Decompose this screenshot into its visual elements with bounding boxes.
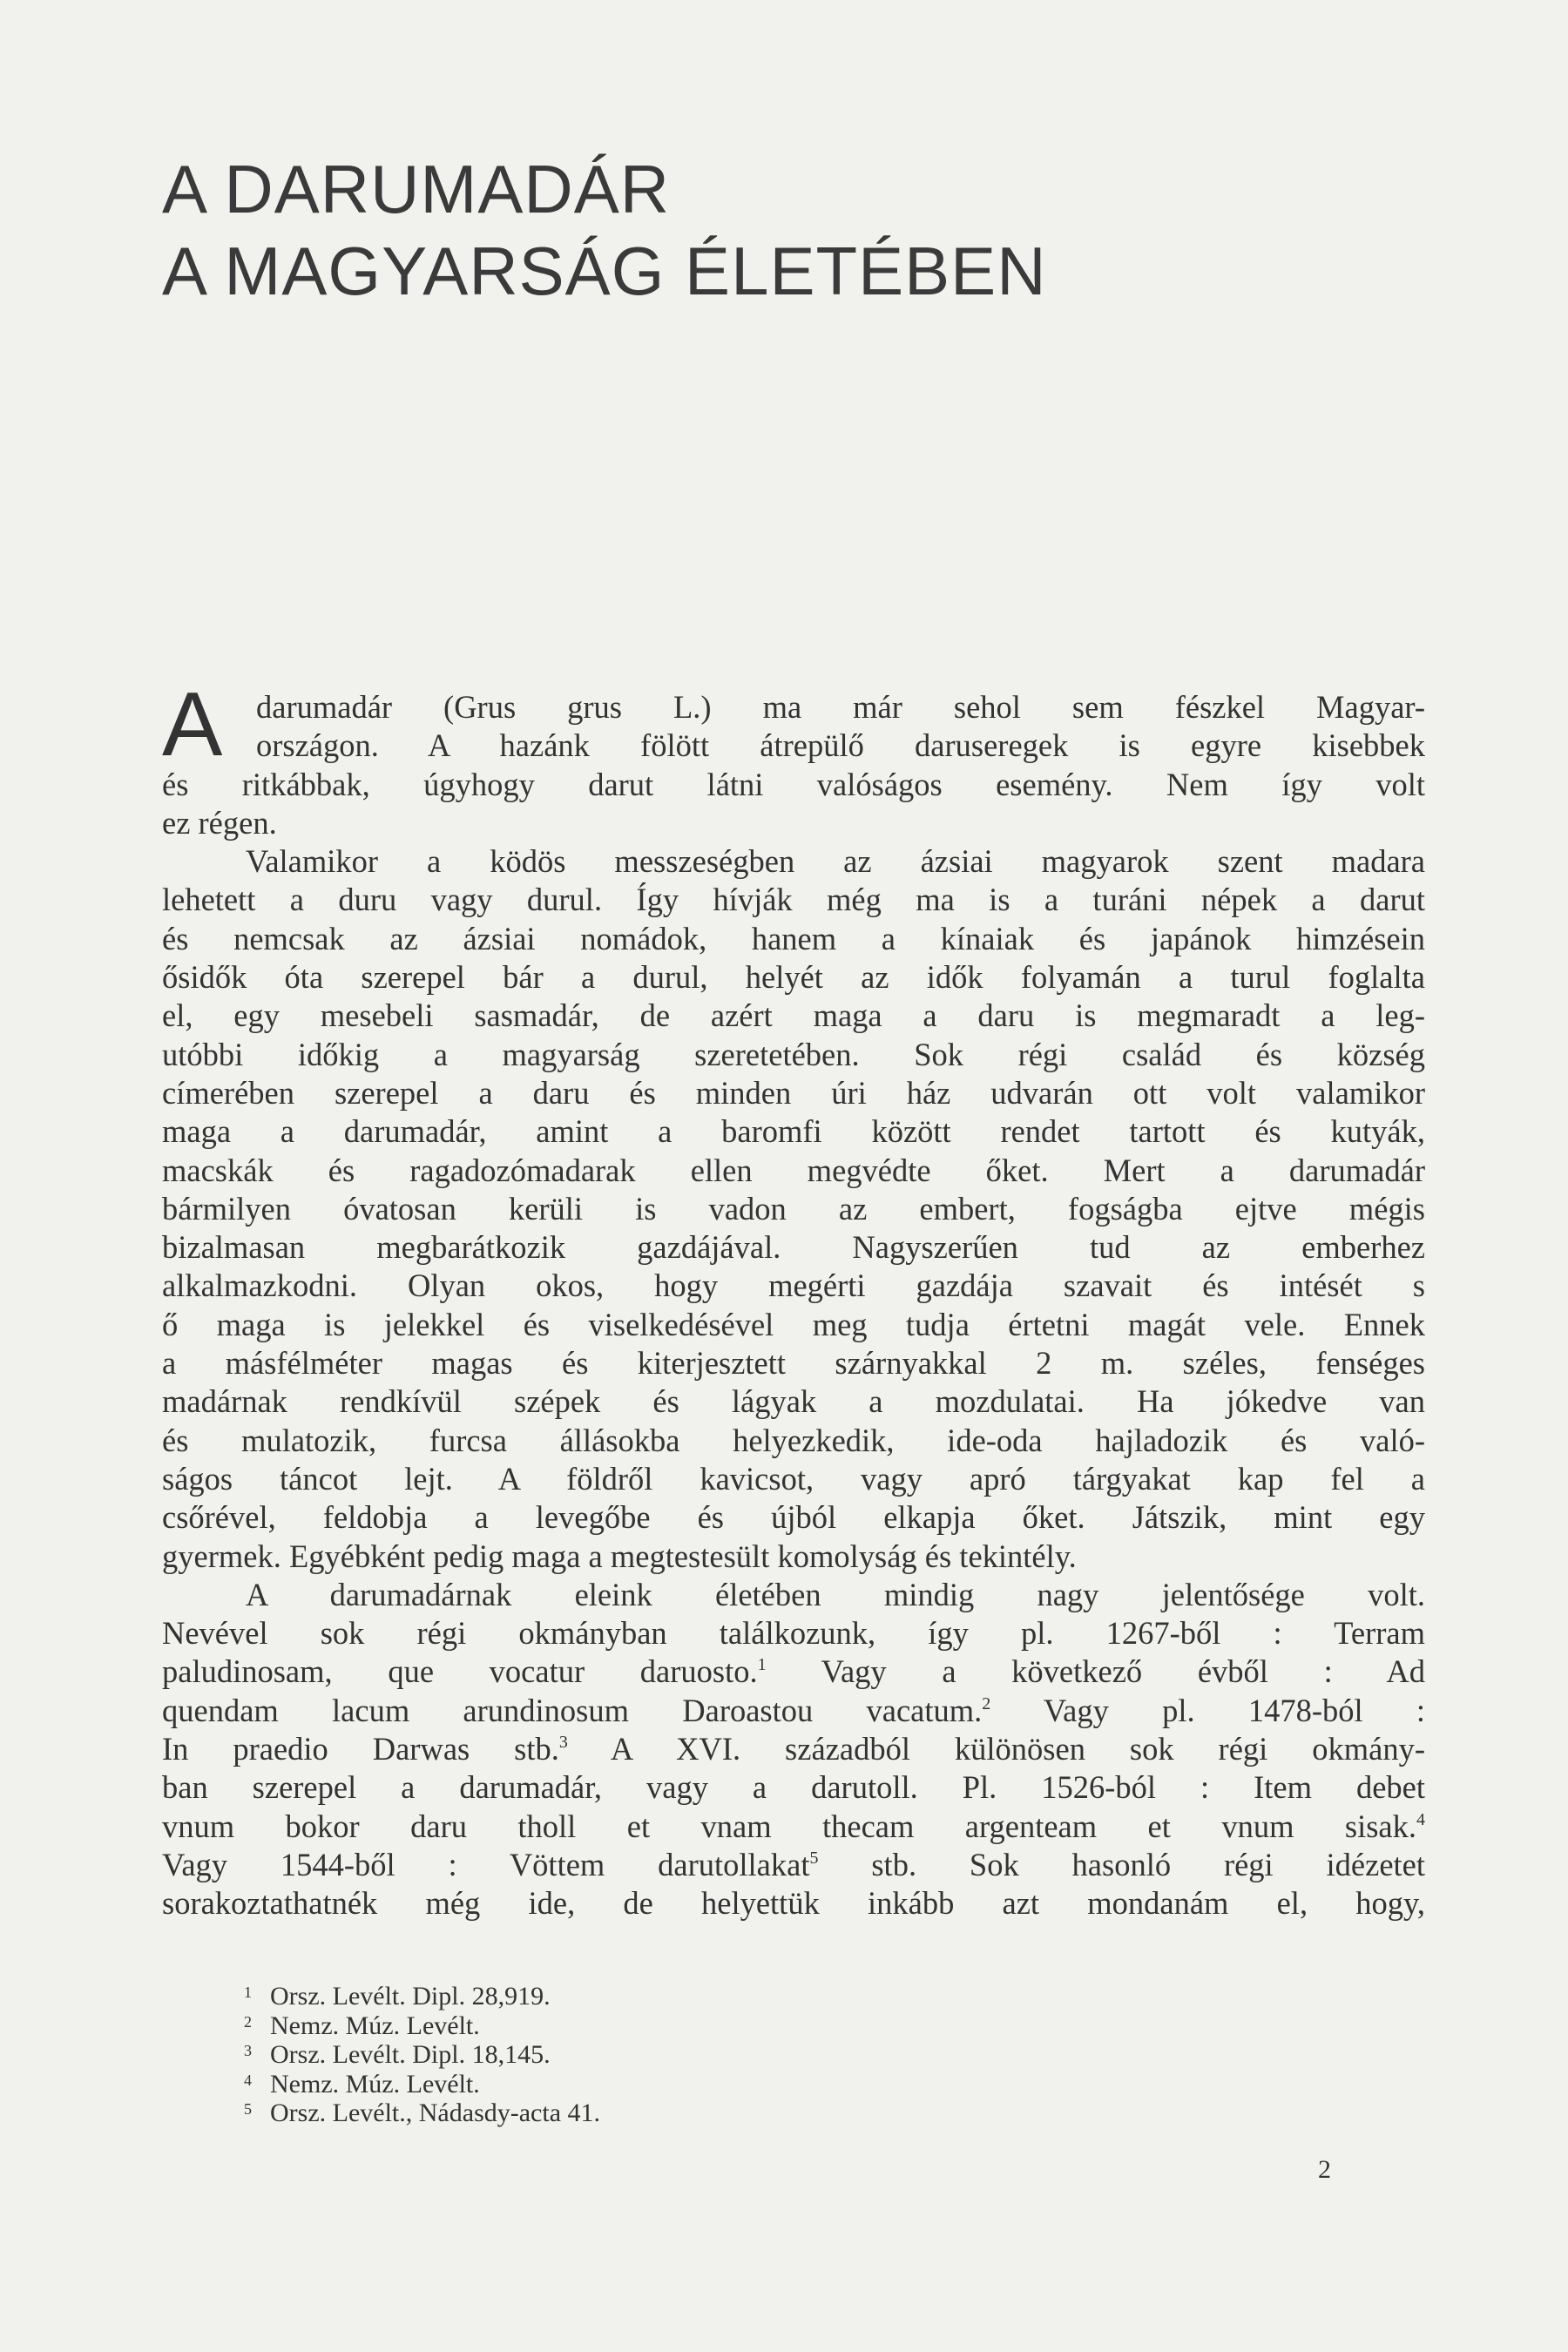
- line-text: Vagy pl. 1478-ból :: [1043, 1692, 1426, 1728]
- line-text: stb. Sok hasonló régi idézetet: [871, 1846, 1426, 1882]
- line-text: vnum bokor daru tholl et vnam thecam argenteam et vnum sisak.: [162, 1808, 1416, 1844]
- paragraph-line: maga a darumadár, amint a baromfi között rendet tartott és kutyák,: [162, 1113, 1425, 1150]
- body-text: [162, 688, 1425, 1923]
- paragraph-line: bizalmasan megbarátkozik gazdájával. Nagyszerűen tud az emberhez: [162, 1229, 1425, 1266]
- paragraph-line: ősidők óta szerepel bár a durul, helyét az idők folyamán a turul foglalta: [162, 959, 1425, 996]
- page-number: 2: [1318, 2155, 1331, 2184]
- footnotes: [244, 1982, 600, 2128]
- line-text: paludinosam, que vocatur daruosto.: [162, 1653, 758, 1690]
- paragraph-line: [162, 1692, 1425, 1730]
- paragraph-line: madárnak rendkívül szépek és lágyak a mozdulatai. Ha jókedve van: [162, 1383, 1425, 1420]
- footnote-ref: 2: [982, 1693, 991, 1713]
- page-title: [162, 148, 1047, 312]
- footnote: 1 Orsz. Levélt. Dipl. 28,919.: [244, 1982, 551, 2011]
- paragraph-line: csőrével, feldobja a levegőbe és újból elkapja őket. Játszik, mint egy: [162, 1499, 1425, 1536]
- paragraph-line: el, egy mesebeli sasmadár, de azért maga a daru is megmaradt a leg-: [162, 997, 1425, 1034]
- paragraph-line: ő maga is jelekkel és viselkedésével meg tudja értetni magát vele. Ennek: [162, 1306, 1425, 1342]
- paragraph-line: országon. A hazánk fölött átrepülő daruseregek is egyre kisebbek: [256, 727, 1425, 764]
- paragraph-line: [162, 1730, 1425, 1768]
- footnote-text: Orsz. Levélt., Nádasdy-acta 41.: [270, 2099, 601, 2127]
- footnote-ref: 4: [1416, 1809, 1425, 1829]
- paragraph-line: gyermek. Egyébként pedig maga a megtestesült komolyság és tekintély.: [162, 1538, 1077, 1574]
- paragraph-line: és nemcsak az ázsiai nomádok, hanem a kínaiak és japánok himzésein: [162, 920, 1425, 956]
- footnote-ref: 5: [809, 1848, 819, 1868]
- line-text: In praedio Darwas stb.: [162, 1731, 559, 1767]
- paragraph-line: alkalmazkodni. Olyan okos, hogy megérti gazdája szavait és intését s: [162, 1267, 1425, 1304]
- footnote-text: Nemz. Múz. Levélt.: [270, 2011, 480, 2040]
- paragraph-line: utóbbi időkig a magyarság szeretetében. Sok régi család és község: [162, 1036, 1425, 1072]
- paragraph-line: bármilyen óvatosan kerüli is vadon az embert, fogságba ejtve mégis: [162, 1190, 1425, 1227]
- title-line-1: A DARUMADÁR: [162, 151, 671, 227]
- line-text: Vagy a következő évből : Ad: [821, 1653, 1425, 1690]
- paragraph-line: [162, 1652, 1425, 1691]
- paragraph-line: ban szerepel a darumadár, vagy a darutoll. Pl. 1526-ból : Item debet: [162, 1769, 1425, 1806]
- paragraph-line: ságos táncot lejt. A földről kavicsot, vagy apró tárgyakat kap fel a: [162, 1460, 1425, 1497]
- footnote: 4 Nemz. Múz. Levélt.: [244, 2069, 480, 2099]
- footnote-text: Nemz. Múz. Levélt.: [270, 2069, 480, 2099]
- paragraph-line: [162, 1846, 1425, 1884]
- paragraph-line: Valamikor a ködös messzeségben az ázsiai magyarok szent madara: [246, 843, 1425, 880]
- footnote: 3 Orsz. Levélt. Dipl. 18,145.: [244, 2040, 551, 2069]
- paragraph-line: Nevével sok régi okmányban találkozunk, így pl. 1267-ből : Terram: [162, 1615, 1425, 1652]
- paragraph-line: címerében szerepel a daru és minden úri ház udvarán ott volt valamikor: [162, 1074, 1425, 1111]
- footnote: 2 Nemz. Múz. Levélt.: [244, 2011, 480, 2040]
- footnote-ref: 3: [558, 1733, 568, 1753]
- title-line-2: A MAGYARSÁG ÉLETÉBEN: [162, 233, 1047, 309]
- footnote-ref: 1: [757, 1655, 767, 1675]
- paragraph-line: ez régen.: [162, 804, 277, 841]
- paragraph-line: a másfélméter magas és kiterjesztett szárnyakkal 2 m. széles, fenséges: [162, 1345, 1425, 1382]
- line-text: A XVI. századból különösen sok régi okmány-: [610, 1731, 1425, 1767]
- footnote-text: Orsz. Levélt. Dipl. 18,145.: [270, 2040, 551, 2069]
- paragraph-line: [162, 1808, 1425, 1846]
- footnote-text: Orsz. Levélt. Dipl. 28,919.: [270, 1982, 551, 2011]
- paragraph-line: sorakoztathatnék még ide, de helyettük inkább azt mondanám el, hogy,: [162, 1885, 1425, 1922]
- line-text: quendam lacum arundinosum Daroastou vacatum.: [162, 1692, 983, 1728]
- paragraph-line: lehetett a duru vagy durul. Így hívják még ma is a turáni népek a darut: [162, 882, 1425, 918]
- paragraph-line: macskák és ragadozómadarak ellen megvédte őket. Mert a darumadár: [162, 1152, 1425, 1188]
- drop-cap: A: [162, 674, 223, 775]
- paragraph-line: A darumadárnak eleink életében mindig nagy jelentősége volt.: [246, 1576, 1425, 1612]
- paragraph-line: és ritkábbak, úgyhogy darut látni valóságos esemény. Nem így volt: [162, 766, 1425, 802]
- line-text: Vagy 1544-ből : Vöttem darutollakat: [162, 1846, 810, 1882]
- paragraph-line: és mulatozik, furcsa állásokba helyezkedik, ide-oda hajladozik és való-: [162, 1422, 1425, 1458]
- paragraph-line: darumadár (Grus grus L.) ma már sehol sem fészkel Magyar-: [256, 689, 1425, 725]
- footnote: 5 Orsz. Levélt., Nádasdy-acta 41.: [244, 2099, 601, 2127]
